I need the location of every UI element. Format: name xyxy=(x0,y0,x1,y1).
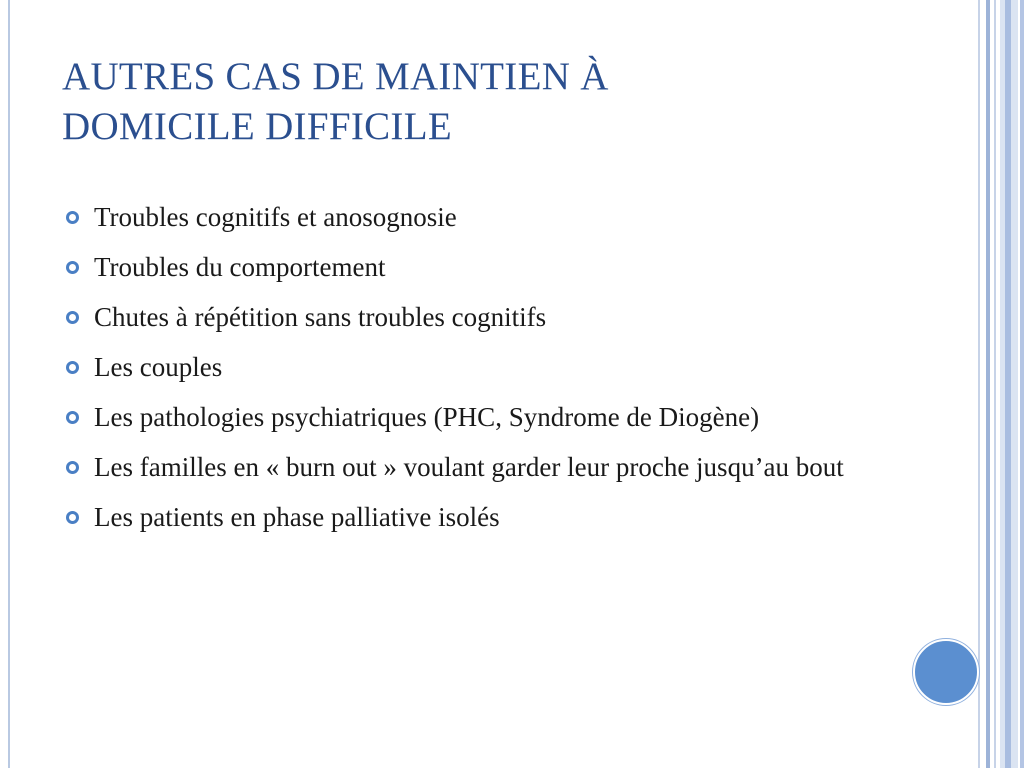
bullet-text: Les patients en phase palliative isolés xyxy=(94,502,500,532)
right-stripe xyxy=(978,0,980,768)
bullet-text: Les couples xyxy=(94,352,223,382)
slide-title-line: AUTRES CAS DE MAINTIEN À xyxy=(62,55,609,98)
bullet-item xyxy=(64,298,884,337)
circle-bullet-icon xyxy=(66,511,79,524)
slide-title-line: DOMICILE DIFFICILE xyxy=(62,105,452,148)
circle-bullet-icon xyxy=(66,361,79,374)
circle-bullet-icon xyxy=(66,211,79,224)
bullet-item xyxy=(64,248,884,287)
slide-title xyxy=(62,52,942,152)
bullet-item xyxy=(64,348,884,387)
bullet-item xyxy=(64,398,884,437)
right-stripe xyxy=(994,0,996,768)
circle-bullet-icon xyxy=(66,461,79,474)
right-stripe xyxy=(986,0,990,768)
bullet-text: Troubles du comportement xyxy=(94,252,386,282)
bullet-text: Troubles cognitifs et anosognosie xyxy=(94,202,457,232)
left-border-line xyxy=(8,0,10,768)
bullet-item xyxy=(64,498,884,537)
right-stripe xyxy=(1005,0,1011,768)
bullet-item xyxy=(64,448,884,487)
right-stripe xyxy=(1020,0,1024,768)
circle-decoration-icon xyxy=(913,639,979,705)
circle-bullet-icon xyxy=(66,311,79,324)
bullet-text: Les familles en « burn out » voulant garder leur proche jusqu’au bout xyxy=(94,452,844,482)
bullet-item xyxy=(64,198,884,237)
circle-bullet-icon xyxy=(66,411,79,424)
bullet-text: Les pathologies psychiatriques (PHC, Syndrome de Diogène) xyxy=(94,402,760,432)
circle-bullet-icon xyxy=(66,261,79,274)
bullet-text: Chutes à répétition sans troubles cognitifs xyxy=(94,302,547,332)
bullet-list xyxy=(64,198,884,548)
